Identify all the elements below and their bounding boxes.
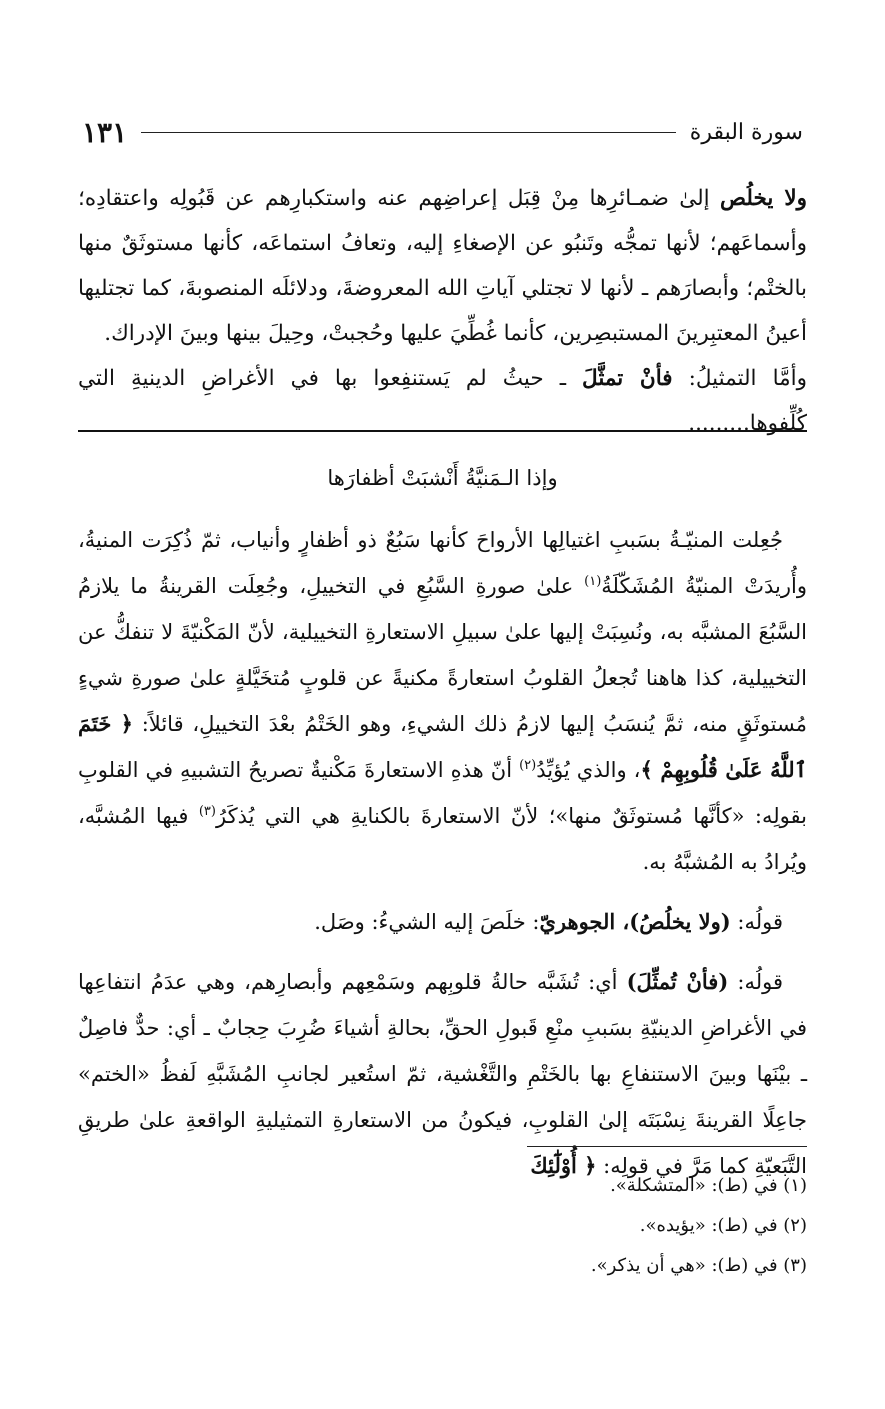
- running-header: [82, 112, 803, 152]
- commentary-text: [78, 455, 807, 1189]
- bold-phrase: فأنْ تمثَّلَ: [582, 366, 673, 391]
- footnote-3: (٣) في (ط): «هي أن يذكر».: [590, 1255, 807, 1276]
- bold-phrase: (ولا يخلُصُ)، الجوهريّ: [539, 909, 731, 934]
- surah-title: سورة البقرة: [689, 119, 803, 145]
- text-run: ـ حيثُ لم يَستنفِعوا بها في الأغراضِ الدينيةِ التي كُلِّفوها.........: [78, 366, 807, 436]
- text-run: أنّ هذهِ الاستعارةَ مَكْنيةٌ تصريحُ التشبيهِ في القلوبِ بقولِه: «كأنَّها مُستوثَقٌ منها»؛ لأنّ الاستعارةَ بالكنايةِ هي التي يُذكَرُ: [78, 758, 807, 828]
- text-run: علىٰ صورةِ السَّبُعِ في التخييلِ، وجُعِلَت القرينةُ ما يلازمُ السَّبُعَ المشبَّه به، ونُسِبَتْ إليها علىٰ سبيلِ الاستعارةِ التخييلية، لأنّ المَكْنيّةَ لا تنفكُّ عن التخييلية، كذا هاهنا تُجعلُ القلوبُ استعارةً مكنيةً عن قلوبٍ مُتخَيَّلةٍ علىٰ صورةِ شيءٍ مُستوثَقٍ منه، ثمَّ يُنسَبُ إليها لازمُ ذلك الشيءِ، وهو الخَتْمُ بعْدَ التخييلِ، قائلاً:: [78, 574, 807, 736]
- commentary-paragraph-2: [78, 899, 807, 945]
- commentary-paragraph-3: [78, 959, 807, 1189]
- footnote-divider: [527, 1146, 807, 1147]
- section-divider: [78, 430, 807, 432]
- main-paragraph-1: [78, 176, 807, 356]
- header-rule: [141, 132, 676, 133]
- text-run: : خلَصَ إليه الشيءُ: وصَل.: [314, 910, 540, 934]
- poetry-verse: وإذا الـمَنيَّةُ أَنْشبَتْ أظفارَها: [327, 466, 558, 490]
- text-run: إلىٰ ضمـائرِها مِنْ قِبَل إعراضِهم عنه واستكبارِهم عن قَبُولِه واعتقادِه؛ وأسماعَهم؛ لأنها تمجُّه وتَنبُو عن الإصغاءِ إليه، وتعافُ استماعَه، كأنها مستوثَقٌ منها بالختْم؛ وأبصارَهم ـ لأنها لا تجتلي آياتِ الله المعروضةَ، ودلائلَه المنصوبةَ، كما تجتليها أعينُ المعتبِرينَ المستبصِرين، كأنما غُطِّيَ عليها وحُجبتْ، وحِيلَ بينها وبينَ الإدراك.: [78, 186, 807, 346]
- commentary-paragraph-1: [78, 517, 807, 885]
- footnote-2: (٢) في (ط): «يؤيده».: [639, 1215, 807, 1236]
- text-run: قولُه:: [728, 970, 783, 994]
- footnote-ref-2[interactable]: (٢): [519, 758, 537, 773]
- bold-phrase: ولا يخلُص: [720, 186, 807, 211]
- text-run: أي: تُشَبَّه حالةُ قلوبِهم وسَمْعِهم وأبصارِهم، وهي عدَمُ انتفاعِها في الأغراضِ الدينيّةِ بسَببِ منْعِ قَبولِ الحقِّ، بحالةِ أشياءَ ضُرِبَ حِجابٌ ـ أي: حدٌّ فاصِلٌ ـ بيْنَها وبينَ الاستنفاعِ بها بالخَتْمِ والتَّغْشية، ثمّ استُعير لجانبِ المُشَبَّهِ لَفظُ «الختم» جاعِلًا القرينةَ نِسْبَتَه إلىٰ القلوبِ، فيكونُ من الاستعارةِ التمثيليةِ الواقعةِ علىٰ طريقِ التَّبَعيّةِ كما مَرَّ في قولِه:: [78, 970, 807, 1178]
- footnote-ref-3[interactable]: (٣): [198, 804, 216, 819]
- footnote-1: (١) في (ط): «المتشكلة».: [610, 1175, 807, 1196]
- main-paragraph-2: [78, 356, 807, 446]
- footnotes: [300, 1166, 807, 1286]
- main-text: [78, 176, 807, 446]
- text-run: وأمَّا التمثيلُ:: [672, 366, 807, 391]
- text-run: ، والذي يُؤيِّدُ: [536, 758, 641, 782]
- text-run: جُعِلت المنيّـةُ بسَببِ اغتيالِها الأرواحَ كأنها سَبُعٌ ذو أظفارٍ وأنياب، ثمّ ذُكِرَت المنيةُ، وأُريدَتْ المنيّةُ المُشَكّلَةُ: [78, 528, 808, 598]
- quran-quote: ﴿ أُوْلَٰٓئِكَ: [530, 1153, 597, 1178]
- quran-quote: ﴿ خَتَمَ ٱللَّهُ عَلَىٰ قُلُوبِهِمْ ﴾: [78, 711, 808, 782]
- page-number: ١٣١: [82, 115, 128, 149]
- text-run: فيها المُشبَّه، ويُرادُ به المُشبَّهُ به.: [78, 804, 807, 874]
- footnote-ref-1[interactable]: (١): [584, 574, 602, 589]
- bold-phrase: (فأنْ تُمثِّلَ): [626, 969, 729, 994]
- text-run: قولُه:: [730, 910, 783, 934]
